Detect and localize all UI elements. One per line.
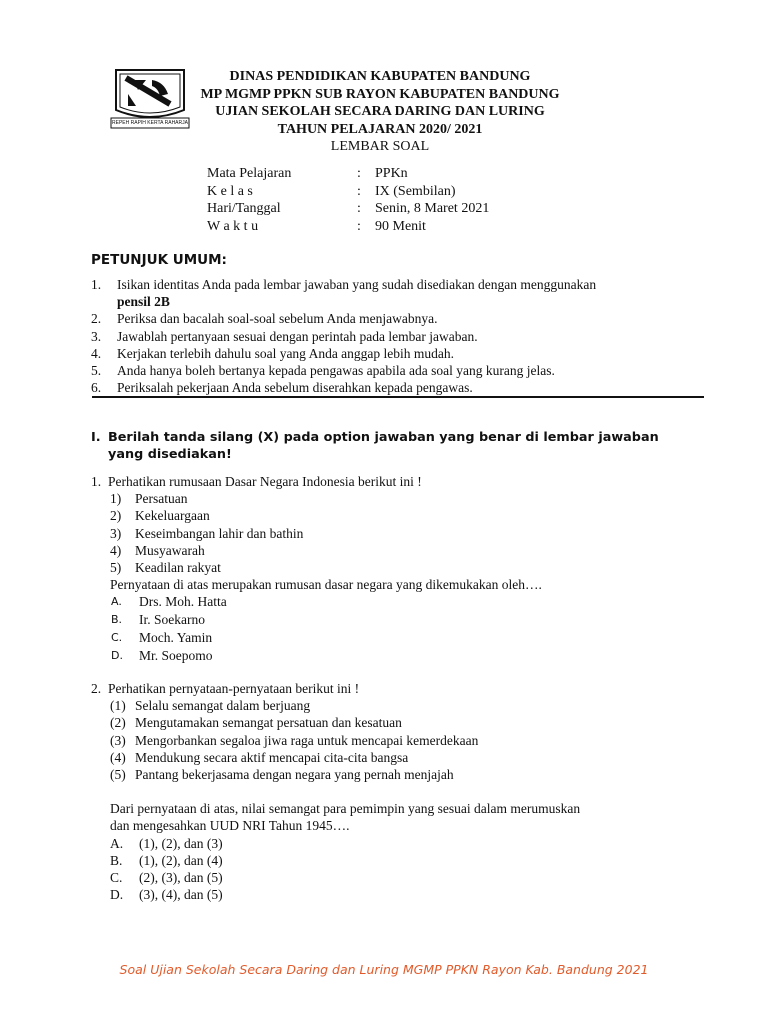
- info-sep: :: [357, 166, 361, 181]
- instruction-emphasis: pensil 2B: [117, 294, 170, 310]
- statement-text: Pantang bekerjasama dengan negara yang pernah menjajah: [135, 767, 454, 783]
- option-letter: B.: [111, 613, 123, 627]
- statement-text: Musyawarah: [135, 542, 205, 558]
- answer-option: [91, 647, 691, 665]
- statement-item: [91, 559, 691, 576]
- instruction-number: 4.: [91, 345, 102, 361]
- option-text: Mr. Soepomo: [139, 648, 213, 664]
- info-row-subject: [207, 165, 607, 183]
- statement-item: [91, 542, 691, 559]
- statement-item: [91, 697, 691, 714]
- statement-text: Mengutamakan semangat persatuan dan kesatuan: [135, 715, 402, 731]
- header-agency: DINAS PENDIDIKAN KABUPATEN BANDUNG: [229, 69, 531, 84]
- instruction-item: [91, 276, 711, 310]
- option-letter: A.: [111, 595, 122, 609]
- statement-text: Mengorbankan segaloa jiwa raga untuk mencapai kemerdekaan: [135, 732, 479, 748]
- instructions-list: [91, 276, 711, 396]
- question-text: Perhatikan pernyataan-pernyataan berikut ini !: [108, 681, 360, 696]
- statement-text: Keadilan rakyat: [135, 560, 221, 576]
- statement-number: 3): [110, 525, 122, 541]
- statement-item: [91, 714, 691, 731]
- answer-option: [91, 629, 691, 647]
- question-prompt-line: Dari pernyataan di atas, nilai semangat para pemimpin yang sesuai dalam merumuskan: [110, 801, 581, 817]
- info-row-time: [207, 218, 607, 236]
- section-number: I.: [91, 430, 101, 445]
- header-school-year: TAHUN PELAJARAN 2020/ 2021: [277, 121, 483, 137]
- instruction-text: Kerjakan terlebih dahulu soal yang Anda anggap lebih mudah.: [117, 345, 455, 361]
- instruction-item: [91, 310, 711, 327]
- statement-number: 2): [110, 508, 122, 524]
- info-value: IX (Sembilan): [375, 183, 456, 199]
- question-prompt-line: dan mengesahkan UUD NRI Tahun 1945….: [110, 818, 350, 834]
- instruction-text: Isikan identitas Anda pada lembar jawaban yang sudah disediakan dengan menggunakan: [117, 277, 597, 292]
- statement-item: [91, 749, 691, 766]
- answer-option: [91, 835, 691, 852]
- statement-number: 4): [110, 542, 122, 558]
- answer-option: [91, 611, 691, 629]
- option-text: (3), (4), dan (5): [139, 887, 223, 903]
- statement-item: [91, 490, 691, 507]
- answer-option: [91, 869, 691, 886]
- statement-number: (2): [110, 715, 126, 731]
- info-key: K e l a s: [207, 183, 253, 199]
- statement-text: Persatuan: [135, 491, 188, 507]
- question-1: [91, 473, 691, 665]
- exam-info: [207, 165, 607, 235]
- instruction-item: [91, 362, 711, 379]
- question-stem: [91, 473, 691, 490]
- option-text: Drs. Moh. Hatta: [139, 594, 227, 610]
- option-letter: C.: [111, 631, 123, 645]
- instruction-text: Anda hanya boleh bertanya kepada pengawas apabila ada soal yang kurang jelas.: [117, 363, 555, 379]
- info-value: Senin, 8 Maret 2021: [375, 201, 490, 216]
- statement-number: (5): [110, 767, 126, 783]
- option-text: Moch. Yamin: [139, 630, 213, 646]
- option-letter: D.: [111, 649, 123, 663]
- statement-text: Kekeluargaan: [135, 508, 210, 524]
- option-letter: A.: [110, 835, 124, 851]
- section-heading: [91, 429, 691, 463]
- statement-number: 1): [110, 491, 122, 507]
- instruction-number: 2.: [91, 311, 102, 327]
- header-group: MP MGMP PPKN SUB RAYON KABUPATEN BANDUNG: [200, 86, 560, 102]
- info-key: Hari/Tanggal: [207, 201, 281, 216]
- info-sep: :: [357, 201, 361, 216]
- header-doc-type: LEMBAR SOAL: [330, 139, 430, 154]
- logo-motto: REPEH RAPIH KERTA RAHARJA: [112, 120, 188, 126]
- info-value: PPKn: [375, 166, 408, 181]
- instruction-text: Periksalah pekerjaan Anda sebelum diserahkan kepada pengawas.: [117, 380, 473, 396]
- question-prompt: Pernyataan di atas merupakan rumusan dasar negara yang dikemukakan oleh….: [110, 577, 542, 593]
- statement-number: 5): [110, 560, 122, 576]
- question-number: 1.: [91, 474, 102, 489]
- info-value: 90 Menit: [375, 218, 426, 234]
- statement-number: (4): [110, 749, 126, 765]
- statement-text: Keseimbangan lahir dan bathin: [135, 525, 304, 541]
- instruction-number: 5.: [91, 363, 102, 379]
- instruction-number: 6.: [91, 380, 102, 396]
- option-text: (1), (2), dan (4): [139, 852, 223, 868]
- statement-item: [91, 525, 691, 542]
- header-exam-name: UJIAN SEKOLAH SECARA DARING DAN LURING: [215, 104, 545, 119]
- info-key: Mata Pelajaran: [207, 166, 292, 181]
- instructions-title: PETUNJUK UMUM:: [91, 252, 227, 268]
- instruction-item: [91, 379, 711, 396]
- option-letter: C.: [110, 870, 123, 886]
- question-number: 2.: [91, 681, 102, 696]
- section-divider: [92, 396, 704, 398]
- option-text: (1), (2), dan (3): [139, 835, 223, 851]
- statement-item: [91, 732, 691, 749]
- answer-option: [91, 886, 691, 903]
- exam-header: [160, 68, 600, 156]
- spacer: [91, 783, 691, 800]
- statement-item: [91, 766, 691, 783]
- question-text: Perhatikan rumusaan Dasar Negara Indonesia berikut ini !: [108, 474, 422, 489]
- instruction-item: [91, 345, 711, 362]
- option-text: (2), (3), dan (5): [139, 870, 223, 886]
- instruction-item: [91, 328, 711, 345]
- instruction-number: 3.: [91, 328, 102, 344]
- statement-item: [91, 507, 691, 524]
- page-footer: Soal Ujian Sekolah Secara Daring dan Luring MGMP PPKN Rayon Kab. Bandung 2021: [119, 962, 649, 977]
- info-row-date: [207, 200, 607, 218]
- statement-text: Selalu semangat dalam berjuang: [135, 698, 311, 714]
- info-sep: :: [357, 183, 361, 199]
- option-text: Ir. Soekarno: [139, 612, 205, 628]
- info-key: W a k t u: [207, 218, 259, 234]
- info-sep: :: [357, 218, 361, 234]
- option-letter: D.: [110, 887, 124, 903]
- option-letter: B.: [110, 852, 123, 868]
- instruction-text: Periksa dan bacalah soal-soal sebelum Anda menjawabnya.: [117, 311, 438, 327]
- statement-number: (1): [110, 698, 126, 714]
- statement-text: Mendukung secara aktif mencapai cita-cita bangsa: [135, 749, 409, 765]
- statement-number: (3): [110, 732, 126, 748]
- instruction-number: 1.: [91, 277, 102, 292]
- answer-option: [91, 593, 691, 611]
- info-row-class: [207, 183, 607, 201]
- question-2: [91, 680, 691, 903]
- instruction-text: Jawablah pertanyaan sesuai dengan perintah pada lembar jawaban.: [117, 328, 478, 344]
- question-stem: [91, 680, 691, 697]
- answer-option: [91, 852, 691, 869]
- question-prompt: [91, 800, 691, 834]
- section-instruction: Berilah tanda silang (X) pada option jawaban yang benar di lembar jawaban yang disediakan!: [108, 430, 659, 462]
